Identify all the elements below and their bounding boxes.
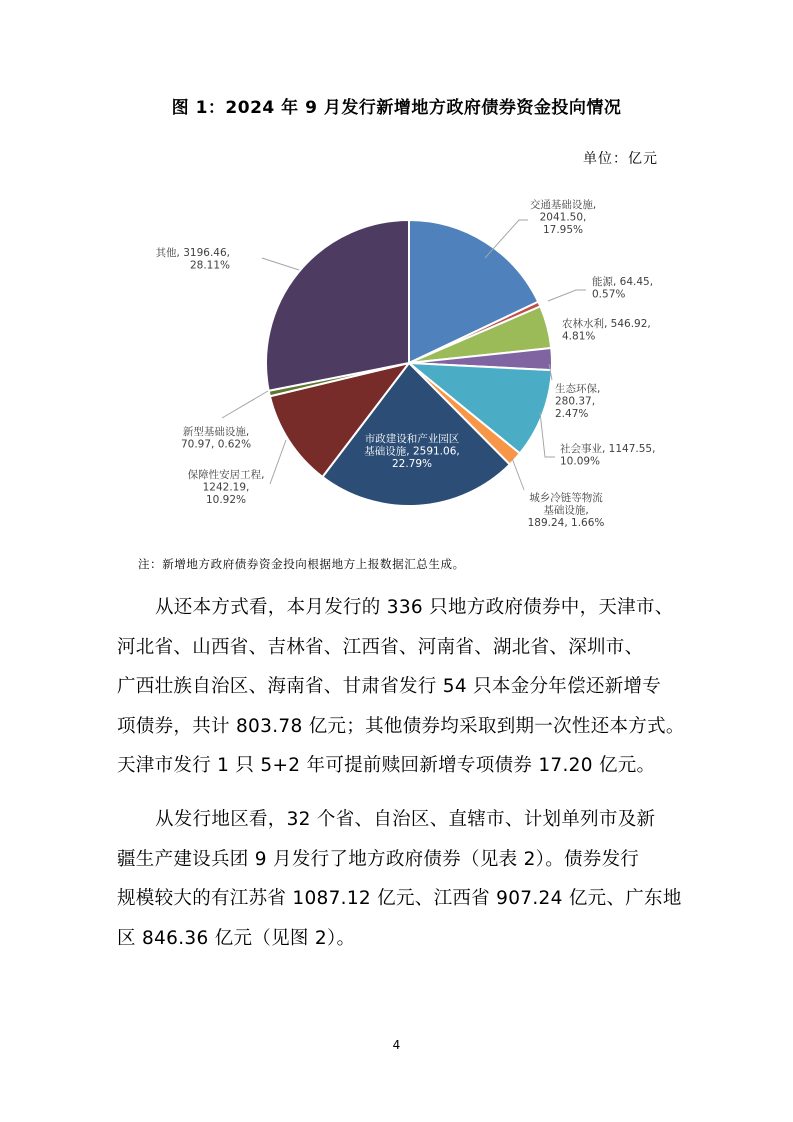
slice-label-line: 2041.50, [539, 211, 587, 224]
slice-label-line: 280.37, [555, 395, 596, 408]
slice-label-line: 0.57% [592, 288, 626, 301]
text-line: 从还本方式看，本月发行的 336 只地方政府债券中，天津市、 [155, 597, 674, 618]
unit-label: 单位：亿元 [583, 151, 658, 167]
slice-label-line: 基础设施, 2591.06, [364, 445, 460, 458]
figure-note: 注：新增地方政府债券资金投向根据地方上报数据汇总生成。 [138, 557, 465, 571]
slice-label-line: 1242.19, [202, 481, 250, 494]
pie-slice [266, 220, 409, 391]
text-line: 区 846.36 亿元（见图 2）。 [117, 927, 356, 949]
slice-label-line: 新型基础设施, [182, 426, 250, 438]
slice-label [528, 491, 605, 529]
slice-label [562, 317, 651, 343]
text-line: 规模较大的有江苏省 1087.12 亿元、江西省 907.24 亿元、广东地 [117, 888, 682, 909]
text-line: 项债券，共计 803.78 亿元；其他债券均采取到期一次性还本方式。 [117, 715, 685, 737]
slice-label-line: 其他, 3196.46, [155, 247, 230, 259]
text-line: 广西壮族自治区、海南省、甘肃省发行 54 只本金分年偿还新增专 [117, 676, 662, 697]
slice-label-line: 能源, 64.45, [592, 276, 654, 288]
slice-label-line: 农林水利, 546.92, [562, 318, 651, 330]
slice-label-line: 2.47% [555, 408, 589, 420]
leader-line [222, 391, 268, 418]
leader-line [540, 412, 555, 457]
slice-label-line: 17.95% [542, 224, 584, 236]
leader-line [512, 458, 524, 490]
slice-label-line: 22.79% [391, 458, 433, 470]
leader-line [262, 258, 299, 270]
slice-label-line: 交通基础设施, [529, 199, 597, 211]
slice-label [592, 275, 653, 301]
slice-label-line: 基础设施, [543, 504, 589, 517]
slice-label [555, 382, 600, 420]
slice-label [188, 468, 265, 506]
slice-label-line: 市政建设和产业园区 [364, 433, 460, 445]
pie-chart [0, 180, 793, 550]
slice-label-line: 生态环保, [555, 383, 601, 395]
leader-line [548, 290, 586, 301]
slice-label-line: 10.92% [205, 494, 247, 506]
slice-label [530, 198, 596, 236]
slice-label-line: 70.97, 0.62% [180, 438, 252, 451]
page-number: 4 [392, 1038, 401, 1052]
slice-label-line: 28.11% [189, 259, 230, 272]
paragraph-repayment [117, 588, 697, 786]
slice-label-line: 4.81% [562, 330, 596, 343]
paragraph-region [117, 800, 697, 958]
slice-label-line: 10.09% [560, 455, 601, 468]
slice-label-line: 189.24, 1.66% [527, 517, 605, 529]
text-line: 河北省、山西省、吉林省、江西省、河南省、湖北省、深圳市、 [117, 636, 644, 658]
text-line: 从发行地区看，32 个省、自治区、直辖市、计划单列市及新 [155, 809, 656, 830]
slice-label [181, 425, 251, 451]
slice-label-line: 保障性安居工程, [187, 469, 265, 481]
slice-label [156, 246, 230, 272]
text-line: 疆生产建设兵团 9 月发行了地方政府债券（见表 2）。债券发行 [117, 848, 640, 870]
figure-title: 图 1：2024 年 9 月发行新增地方政府债券资金投向情况 [171, 98, 622, 118]
slice-label-line: 社会事业, 1147.55, [560, 443, 656, 455]
leader-line [270, 440, 286, 484]
slice-label [560, 442, 655, 468]
slice-label-line: 城乡冷链等物流 [529, 492, 603, 504]
text-line: 天津市发行 1 只 5+2 年可提前赎回新增专项债券 17.20 亿元。 [117, 755, 656, 776]
